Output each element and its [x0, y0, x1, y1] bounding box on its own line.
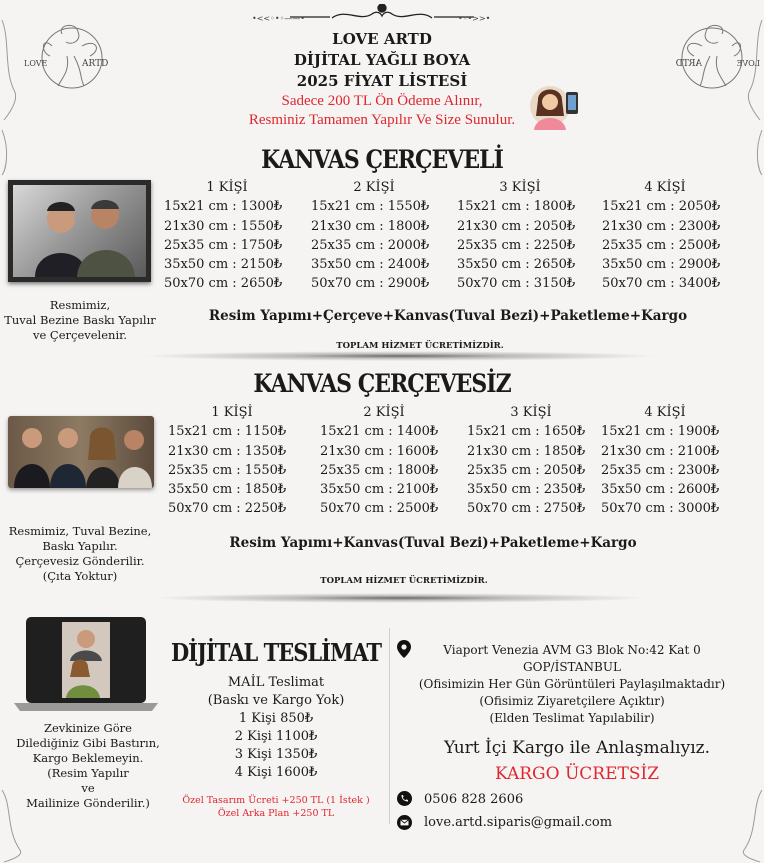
- price-row: 50x70 cm : 2900₺: [311, 276, 430, 292]
- price-row: 25x35 cm : 1800₺: [320, 462, 439, 478]
- unframed-service: Resim Yapımı+Kanvas(Tuval Bezi)+Paketleme+Kargo: [229, 535, 637, 551]
- unframed-note-line: Resmimiz, Tuval Bezine,: [8, 524, 152, 538]
- digital-block: [166, 640, 386, 820]
- column-header: 2 KİŞİ: [363, 405, 405, 420]
- header-ornament: [250, 4, 514, 26]
- framed-note-line: ve Çerçevelenir.: [32, 328, 128, 342]
- address-line: (Ofisimiz Ziyaretçilere Açıktır): [479, 694, 665, 708]
- framed-note-line: Resmimiz,: [49, 298, 111, 312]
- header-block: [182, 29, 582, 130]
- contact-address: [404, 642, 740, 727]
- price-row: 15x21 cm : 1650₺: [467, 424, 586, 440]
- digital-note-line: Kargo Beklemeyin.: [32, 751, 144, 765]
- price-row: 21x30 cm : 1600₺: [320, 443, 439, 459]
- digital-note: [0, 721, 176, 811]
- mail-icon: [397, 815, 412, 830]
- price-row: 25x35 cm : 1550₺: [168, 462, 287, 478]
- price-row: 21x30 cm : 1550₺: [164, 218, 283, 234]
- unframed-total: TOPLAM HİZMET ÜCRETİMİZDİR.: [320, 576, 488, 586]
- unframed-col-3: [467, 403, 595, 519]
- digital-line: (Baskı ve Kargo Yok): [207, 693, 345, 708]
- svg-text:•◦•>>•: •◦•>>•: [458, 14, 491, 23]
- column-header: 4 KİŞİ: [644, 180, 686, 195]
- price-row: 25x35 cm : 2000₺: [311, 237, 430, 253]
- section-divider: [150, 593, 650, 603]
- unframed-col-4: [601, 403, 729, 519]
- price-row: 35x50 cm : 2350₺: [467, 482, 586, 498]
- unframed-col-2: [320, 403, 448, 519]
- unframed-note-line: (Çıta Yoktur): [42, 569, 118, 583]
- unframed-note-line: Çerçevesiz Gönderilir.: [15, 554, 145, 568]
- framed-col-4: [602, 178, 728, 294]
- phone-number[interactable]: 0506 828 2606: [424, 792, 524, 807]
- price-row: 35x50 cm : 2150₺: [164, 257, 283, 273]
- brand-title: LOVE ARTD: [332, 30, 432, 48]
- price-row: 25x35 cm : 1750₺: [164, 237, 283, 253]
- column-header: 1 KİŞİ: [206, 180, 248, 195]
- price-row: 35x50 cm : 2400₺: [311, 257, 430, 273]
- price-row: 25x35 cm : 2300₺: [601, 462, 720, 478]
- price-row: 25x35 cm : 2250₺: [457, 237, 576, 253]
- framed-note-line: Tuval Bezine Baskı Yapılır: [4, 313, 156, 327]
- digital-line: MAİL Teslimat: [227, 675, 325, 690]
- price-row: 21x30 cm : 2100₺: [601, 443, 720, 459]
- digital-note-line: ve: [81, 781, 95, 795]
- header-line-2: DİJİTAL YAĞLI BOYA: [293, 51, 471, 69]
- crown-ornament-icon: [250, 4, 514, 26]
- framed-total: TOPLAM HİZMET ÜCRETİMİZDİR.: [336, 341, 504, 351]
- price-row: 50x70 cm : 2750₺: [467, 501, 586, 517]
- digital-line: 2 Kişi 1100₺: [234, 729, 318, 744]
- price-row: 15x21 cm : 1400₺: [320, 424, 439, 440]
- price-row: 35x50 cm : 2600₺: [601, 482, 720, 498]
- unframed-note-line: Baskı Yapılır.: [42, 539, 118, 553]
- logo-left-text-2: ARTD: [82, 59, 109, 69]
- email-address[interactable]: love.artd.siparis@gmail.com: [424, 815, 613, 830]
- framed-note: [0, 298, 160, 343]
- column-header: 3 KİŞİ: [510, 405, 552, 420]
- price-row: 15x21 cm : 1300₺: [164, 199, 283, 215]
- framed-col-3: [457, 178, 583, 294]
- address-line: (Elden Teslimat Yapılabilir): [489, 711, 655, 725]
- unframed-title: [232, 371, 532, 397]
- framed-title: [232, 147, 532, 173]
- price-row: 15x21 cm : 2050₺: [602, 199, 721, 215]
- framed-sample-photo: [8, 180, 151, 282]
- digital-note-line: Zevkinize Göre: [44, 721, 132, 735]
- address-line: GOP/İSTANBUL: [523, 660, 621, 674]
- digital-note-line: (Resim Yapılır: [47, 766, 129, 780]
- digital-note-line: Dilediğiniz Gibi Bastırın,: [16, 736, 160, 750]
- logo-left-text-1: LOVE: [24, 59, 48, 68]
- column-header: 4 KİŞİ: [644, 405, 686, 420]
- price-row: 35x50 cm : 2650₺: [457, 257, 576, 273]
- cupid-icon: [662, 16, 762, 92]
- price-row: 50x70 cm : 3400₺: [602, 276, 721, 292]
- avatar-illustration: [528, 80, 584, 132]
- cargo-line: Yurt İçi Kargo ile Anlaşmalıyız.: [443, 738, 710, 758]
- logo-right-text-2: ARTD: [675, 59, 702, 69]
- price-row: 21x30 cm : 2050₺: [457, 218, 576, 234]
- price-row: 35x50 cm : 1850₺: [168, 482, 287, 498]
- price-row: 21x30 cm : 1350₺: [168, 443, 287, 459]
- unframed-note: [0, 524, 160, 584]
- svg-text:•<<◦•◦——•: •<<◦•◦——•: [252, 14, 305, 23]
- laptop-illustration: [14, 617, 158, 717]
- price-row: 50x70 cm : 2500₺: [320, 501, 439, 517]
- price-row: 21x30 cm : 2300₺: [602, 218, 721, 234]
- price-row: 15x21 cm : 1800₺: [457, 199, 576, 215]
- logo-right-text-1: LOVE: [736, 59, 760, 68]
- unframed-title-text: KANVAS ÇERÇEVESİZ: [253, 369, 511, 399]
- price-row: 25x35 cm : 2500₺: [602, 237, 721, 253]
- digital-line: 1 Kişi 850₺: [238, 711, 314, 726]
- cupid-icon: [22, 16, 122, 92]
- cargo-free: KARGO ÜCRETSİZ: [494, 764, 660, 784]
- framed-col-2: [311, 178, 437, 294]
- price-row: 21x30 cm : 1850₺: [467, 443, 586, 459]
- unframed-col-1: [168, 403, 296, 519]
- column-header: 2 KİŞİ: [353, 180, 395, 195]
- digital-line: 3 Kişi 1350₺: [234, 747, 318, 762]
- phone-icon: [397, 791, 412, 806]
- price-row: 21x30 cm : 1800₺: [311, 218, 430, 234]
- header-sub-2: Resminiz Tamamen Yapılır Ve Size Sunulur.: [248, 112, 516, 128]
- price-row: 35x50 cm : 2100₺: [320, 482, 439, 498]
- address-line: (Ofisimizin Her Gün Görüntüleri Paylaşılmaktadır): [418, 677, 726, 691]
- price-row: 50x70 cm : 3000₺: [601, 501, 720, 517]
- digital-note-line: Mailinize Gönderilir.): [26, 796, 150, 810]
- vertical-separator: [389, 628, 390, 824]
- section-divider: [140, 351, 660, 361]
- column-header: 3 KİŞİ: [499, 180, 541, 195]
- unframed-sample-photo: [8, 416, 154, 488]
- price-row: 15x21 cm : 1550₺: [311, 199, 430, 215]
- framed-title-text: KANVAS ÇERÇEVELİ: [261, 145, 503, 175]
- price-row: 50x70 cm : 3150₺: [457, 276, 576, 292]
- price-row: 50x70 cm : 2250₺: [168, 501, 287, 517]
- price-row: 15x21 cm : 1150₺: [168, 424, 287, 440]
- address-line: Viaport Venezia AVM G3 Blok No:42 Kat 0: [443, 643, 701, 657]
- header-sub-1: Sadece 200 TL Ön Ödeme Alınır,: [281, 93, 483, 109]
- digital-line: 4 Kişi 1600₺: [234, 765, 318, 780]
- logo-left: [22, 16, 122, 92]
- price-row: 25x35 cm : 2050₺: [467, 462, 586, 478]
- digital-title: DİJİTAL TESLİMAT: [170, 638, 382, 667]
- header-line-3: 2025 FİYAT LİSTESİ: [296, 72, 468, 90]
- logo-right: [662, 16, 762, 92]
- price-row: 15x21 cm : 1900₺: [601, 424, 720, 440]
- framed-service: Resim Yapımı+Çerçeve+Kanvas(Tuval Bezi)+Paketleme+Kargo: [208, 308, 688, 324]
- cargo-block: [392, 735, 762, 787]
- price-row: 50x70 cm : 2650₺: [164, 276, 283, 292]
- digital-extra-1: Özel Tasarım Ücreti +250 TL (1 İstek ): [182, 795, 370, 806]
- column-header: 1 KİŞİ: [211, 405, 253, 420]
- price-row: 35x50 cm : 2900₺: [602, 257, 721, 273]
- framed-col-1: [164, 178, 290, 294]
- digital-extra-2: Özel Arka Plan +250 TL: [217, 808, 335, 819]
